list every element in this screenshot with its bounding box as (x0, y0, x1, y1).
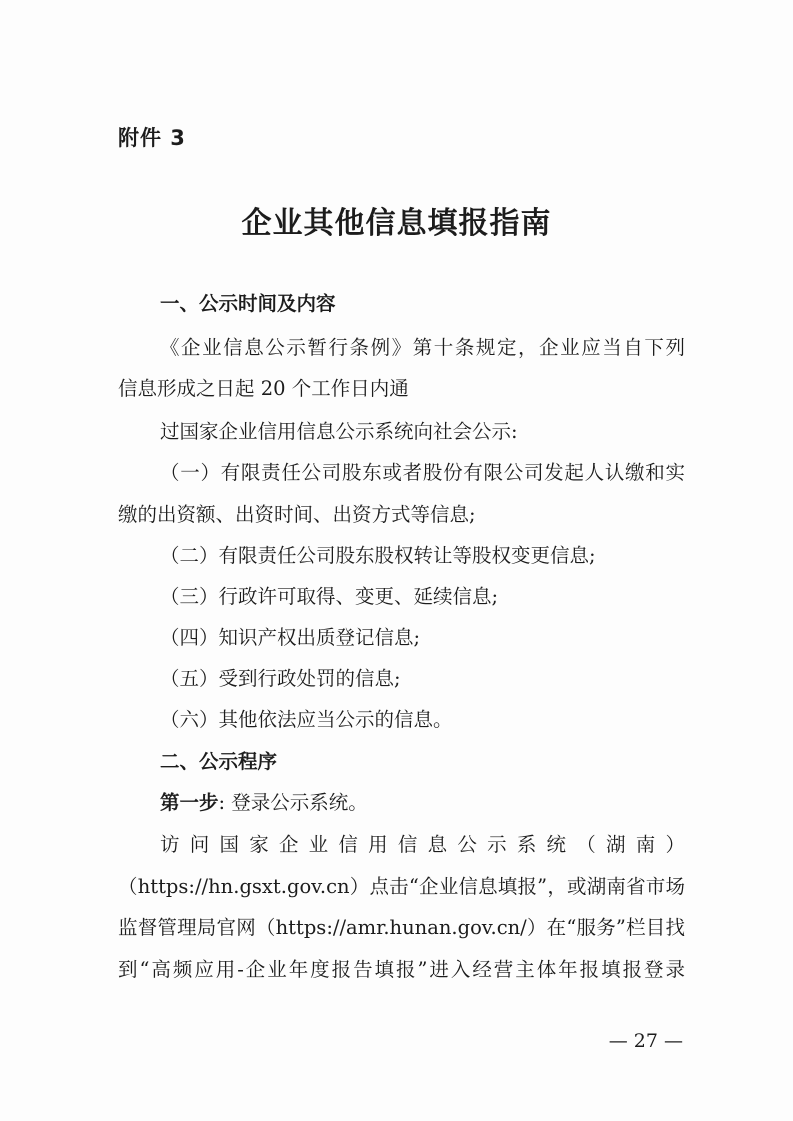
list-item-3: （三）行政许可取得、变更、延续信息; (160, 585, 499, 608)
intro-line-1: 《企业信息公示暂行条例》第十条规定，企业应当自下列 (160, 336, 685, 359)
list-item-1-line-2: 缴的出资额、出资时间、出资方式等信息; (118, 503, 476, 526)
attachment-label: 附件 3 (118, 126, 186, 150)
list-item-5: （五）受到行政处罚的信息; (160, 667, 401, 690)
list-item-1-line-1: （一）有限责任公司股东或者股份有限公司发起人认缴和实 (160, 461, 685, 484)
section-heading-2: 二、公示程序 (160, 750, 278, 773)
procedure-line-1: 访问国家企业信用信息公示系统（湖南） (160, 833, 685, 856)
step-1-line (160, 789, 685, 817)
procedure-line-3: 监督管理局官网（https://amr.hunan.gov.cn/）在“服务”栏目找 (118, 916, 685, 939)
intro-line-3: 过国家企业信用信息公示系统向社会公示: (160, 420, 518, 443)
list-item-4: （四）知识产权出质登记信息; (160, 626, 421, 649)
procedure-line-4: 到“高频应用-企业年度报告填报”进入经营主体年报填报登录 (118, 958, 685, 981)
list-item-2: （二）有限责任公司股东股权转让等股权变更信息; (160, 544, 596, 567)
section-heading-1: 一、公示时间及内容 (160, 292, 336, 315)
procedure-line-2: （https://hn.gsxt.gov.cn）点击“企业信息填报”，或湖南省市场 (118, 875, 685, 898)
step-1-label: 第一步 (160, 791, 219, 814)
document-title: 企业其他信息填报指南 (241, 206, 552, 241)
list-item-6: （六）其他依法应当公示的信息。 (160, 708, 453, 731)
intro-line-2: 信息形成之日起 20 个工作日内通 (118, 377, 409, 400)
page-number: — 27 — (608, 1030, 683, 1052)
step-1-text: : 登录公示系统。 (218, 791, 368, 814)
